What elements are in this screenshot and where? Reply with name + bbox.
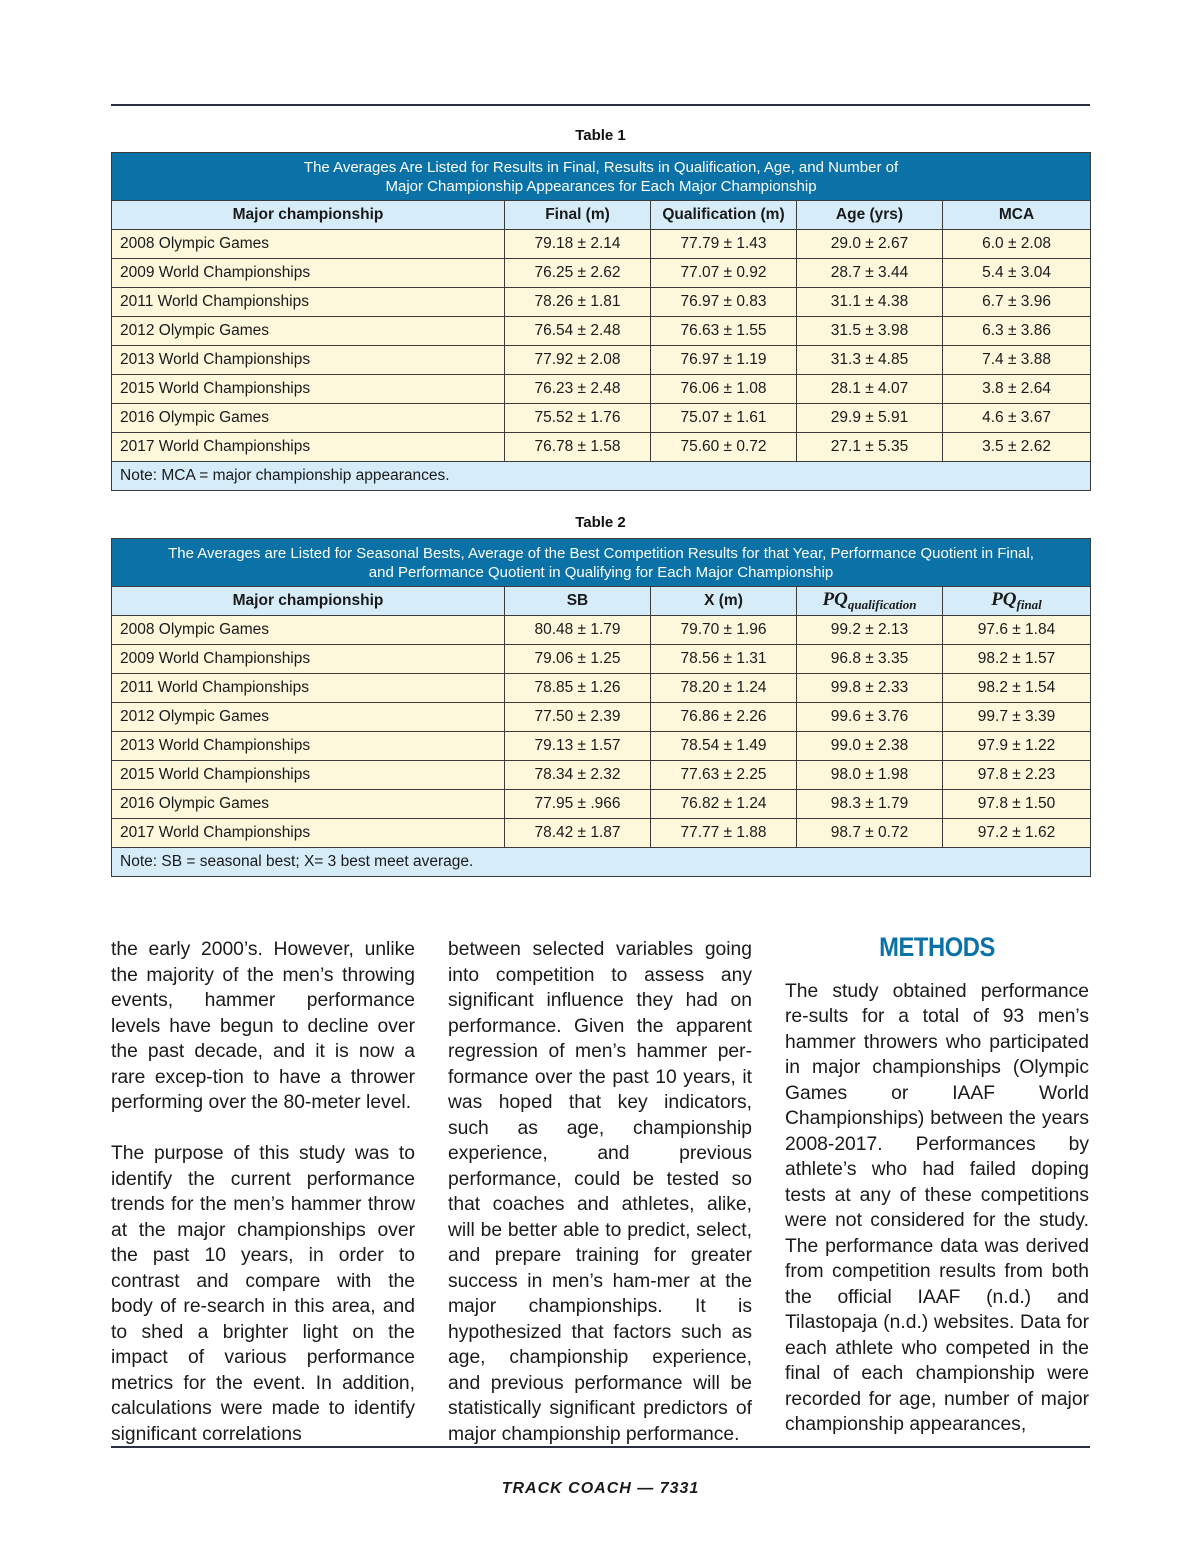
pq-final-subscript: final — [1016, 597, 1042, 612]
table1-cell: 2008 Olympic Games — [112, 230, 505, 259]
table1-cell: 76.25 ± 2.62 — [505, 259, 651, 288]
table1-cell: 2015 World Championships — [112, 375, 505, 404]
table2-col-header-pq-final — [943, 587, 1091, 616]
table2-row — [112, 674, 1091, 703]
table2 — [111, 538, 1091, 877]
table1-row — [112, 259, 1091, 288]
table1-title-line2: Major Championship Appearances for Each Major Championship — [385, 177, 817, 195]
table1-cell: 6.0 ± 2.08 — [943, 230, 1091, 259]
table1-cell: 76.63 ± 1.55 — [651, 317, 797, 346]
table1-cell: 77.92 ± 2.08 — [505, 346, 651, 375]
table2-cell: 99.6 ± 3.76 — [797, 703, 943, 732]
table2-cell: 97.8 ± 1.50 — [943, 790, 1091, 819]
table2-header-row — [112, 587, 1091, 616]
table1-cell: 2012 Olympic Games — [112, 317, 505, 346]
table2-cell: 78.34 ± 2.32 — [505, 761, 651, 790]
table2-cell: 99.8 ± 2.33 — [797, 674, 943, 703]
table2-cell: 99.7 ± 3.39 — [943, 703, 1091, 732]
table1-row — [112, 404, 1091, 433]
table1-col-header: Age (yrs) — [797, 201, 943, 230]
table1-note-row — [112, 462, 1091, 491]
table1-cell: 76.97 ± 0.83 — [651, 288, 797, 317]
paragraph: between selected variables going into competition to assess any significant influence they had on performance. Given the apparent regression of men’s hammer per-formance over the past 10 years, it was hoped that key indicators, such as age, championship experience, and previous performance, could be tested so that coaches and athletes, alike, will be better able to predict, select, and prepare training for greater success in men’s ham-mer at the major championships. It is hypothesized that factors such as age, championship experience, and previous performance will be statistically significant predictors of major championship performance. — [448, 939, 752, 1445]
table1-cell: 27.1 ± 5.35 — [797, 433, 943, 462]
table2-cell: 2009 World Championships — [112, 645, 505, 674]
table1-cell: 28.7 ± 3.44 — [797, 259, 943, 288]
table1-cell: 76.06 ± 1.08 — [651, 375, 797, 404]
methods-heading: METHODS — [879, 932, 995, 962]
table1-cell: 2017 World Championships — [112, 433, 505, 462]
table2-cell: 78.85 ± 1.26 — [505, 674, 651, 703]
table2-title-line2: and Performance Quotient in Qualifying for Each Major Championship — [368, 563, 834, 581]
table1-cell: 76.23 ± 2.48 — [505, 375, 651, 404]
table2-cell: 98.7 ± 0.72 — [797, 819, 943, 848]
table1-row — [112, 230, 1091, 259]
pq-symbol: PQ — [822, 589, 848, 610]
table1-cell: 75.52 ± 1.76 — [505, 404, 651, 433]
table2-cell: 96.8 ± 3.35 — [797, 645, 943, 674]
table2-row — [112, 645, 1091, 674]
table1-cell: 31.1 ± 4.38 — [797, 288, 943, 317]
table1-cell: 3.5 ± 2.62 — [943, 433, 1091, 462]
table1-cell: 4.6 ± 3.67 — [943, 404, 1091, 433]
text-column-1 — [111, 937, 415, 1473]
bottom-rule — [111, 1446, 1090, 1448]
table1-note: Note: MCA = major championship appearances. — [112, 462, 1091, 491]
table2-cell: 2013 World Championships — [112, 732, 505, 761]
table1-caption: Table 1 — [575, 127, 626, 144]
table2-cell: 77.95 ± .966 — [505, 790, 651, 819]
table2-cell: 98.3 ± 1.79 — [797, 790, 943, 819]
table2-col-header: X (m) — [651, 587, 797, 616]
table2-row — [112, 790, 1091, 819]
table1-cell: 2009 World Championships — [112, 259, 505, 288]
table1-cell: 75.07 ± 1.61 — [651, 404, 797, 433]
table2-cell: 97.6 ± 1.84 — [943, 616, 1091, 645]
table1-cell: 77.07 ± 0.92 — [651, 259, 797, 288]
table2-cell: 2012 Olympic Games — [112, 703, 505, 732]
table2-cell: 2016 Olympic Games — [112, 790, 505, 819]
table1-cell: 76.78 ± 1.58 — [505, 433, 651, 462]
table2-cell: 78.42 ± 1.87 — [505, 819, 651, 848]
table2-cell: 79.70 ± 1.96 — [651, 616, 797, 645]
table2-title-row — [112, 539, 1091, 587]
table1-cell: 2016 Olympic Games — [112, 404, 505, 433]
table1-cell: 6.7 ± 3.96 — [943, 288, 1091, 317]
table1-cell: 7.4 ± 3.88 — [943, 346, 1091, 375]
table1-cell: 28.1 ± 4.07 — [797, 375, 943, 404]
table2-row — [112, 703, 1091, 732]
table1-cell: 31.5 ± 3.98 — [797, 317, 943, 346]
table1-cell: 3.8 ± 2.64 — [943, 375, 1091, 404]
pq-qualification-subscript: qualification — [847, 597, 917, 612]
table2-cell: 78.54 ± 1.49 — [651, 732, 797, 761]
table1-cell: 31.3 ± 4.85 — [797, 346, 943, 375]
paragraph: The study obtained performance re-sults for a total of 93 men’s hammer throwers who participated in major championships (Olympic Games or IAAF World Championships) between the years 2008-2017. Performances by athlete’s who had failed doping tests at any of these competitions were not considered for the study. The performance data was derived from competition results from both the official IAAF (n.d.) and Tilastopaja (n.d.) websites. Data for each athlete who competed in the final of each championship were recorded for age, number of major championship appearances, — [785, 980, 1089, 1435]
table1 — [111, 152, 1091, 491]
table1-cell: 76.97 ± 1.19 — [651, 346, 797, 375]
table2-cell: 77.50 ± 2.39 — [505, 703, 651, 732]
table2-cell: 77.63 ± 2.25 — [651, 761, 797, 790]
table1-row — [112, 288, 1091, 317]
text-column-2 — [448, 937, 752, 1473]
table1-col-header: MCA — [943, 201, 1091, 230]
table2-col-header: SB — [505, 587, 651, 616]
paragraph: the early 2000’s. However, unlike the majority of the men’s throwing events, hammer performance levels have begun to decline over the past decade, and it is now a rare excep-tion to have a thrower performing over the 80-meter level. — [111, 939, 415, 1113]
table1-cell: 77.79 ± 1.43 — [651, 230, 797, 259]
table2-cell: 2017 World Championships — [112, 819, 505, 848]
table1-cell: 6.3 ± 3.86 — [943, 317, 1091, 346]
table1-row — [112, 346, 1091, 375]
pq-symbol: PQ — [991, 589, 1017, 610]
table2-cell: 80.48 ± 1.79 — [505, 616, 651, 645]
table2-row — [112, 616, 1091, 645]
table2-cell: 2011 World Championships — [112, 674, 505, 703]
table1-cell: 2011 World Championships — [112, 288, 505, 317]
table1-header-row — [112, 201, 1091, 230]
table1-col-header: Qualification (m) — [651, 201, 797, 230]
table2-cell: 77.77 ± 1.88 — [651, 819, 797, 848]
table2-cell: 99.0 ± 2.38 — [797, 732, 943, 761]
table1-row — [112, 317, 1091, 346]
top-rule — [111, 104, 1090, 106]
table2-cell: 76.86 ± 2.26 — [651, 703, 797, 732]
paragraph: The purpose of this study was to identify the current performance trends for the men’s hammer throw at the major championships over the past 10 years, in order to contrast and compare with the body of re-search in this area, and to shed a brighter light on the impact of various performance metrics for the event. In addition, calculations were made to identify significant correlations — [111, 1143, 415, 1445]
table2-row — [112, 819, 1091, 848]
table1-row — [112, 433, 1091, 462]
table2-col-header: Major championship — [112, 587, 505, 616]
table2-note-row — [112, 848, 1091, 877]
table2-cell: 98.2 ± 1.57 — [943, 645, 1091, 674]
table2-title — [112, 539, 1091, 587]
table2-row — [112, 732, 1091, 761]
table1-cell: 78.26 ± 1.81 — [505, 288, 651, 317]
table2-cell: 79.13 ± 1.57 — [505, 732, 651, 761]
table1-cell: 75.60 ± 0.72 — [651, 433, 797, 462]
table1-cell: 29.0 ± 2.67 — [797, 230, 943, 259]
table2-cell: 99.2 ± 2.13 — [797, 616, 943, 645]
table2-cell: 76.82 ± 1.24 — [651, 790, 797, 819]
table2-col-header-pq-qualification — [797, 587, 943, 616]
page-footer: TRACK COACH — 7331 — [501, 1480, 700, 1497]
table2-cell: 78.20 ± 1.24 — [651, 674, 797, 703]
table1-col-header: Major championship — [112, 201, 505, 230]
text-column-3 — [785, 932, 1089, 1463]
table1-title-line1: The Averages Are Listed for Results in Final, Results in Qualification, Age, and Number of — [303, 158, 899, 176]
table2-caption: Table 2 — [575, 514, 626, 531]
table2-cell: 79.06 ± 1.25 — [505, 645, 651, 674]
table1-title-row — [112, 153, 1091, 201]
table2-cell: 97.2 ± 1.62 — [943, 819, 1091, 848]
table1-cell: 2013 World Championships — [112, 346, 505, 375]
table2-cell: 98.2 ± 1.54 — [943, 674, 1091, 703]
table2-cell: 98.0 ± 1.98 — [797, 761, 943, 790]
table1-cell: 76.54 ± 2.48 — [505, 317, 651, 346]
table2-row — [112, 761, 1091, 790]
table1-cell: 79.18 ± 2.14 — [505, 230, 651, 259]
table2-note: Note: SB = seasonal best; X= 3 best meet average. — [112, 848, 1091, 877]
table1-cell: 29.9 ± 5.91 — [797, 404, 943, 433]
table2-cell: 78.56 ± 1.31 — [651, 645, 797, 674]
table1-title — [112, 153, 1091, 201]
table2-title-line1: The Averages are Listed for Seasonal Bests, Average of the Best Competition Results for that Year, Performance Quotient in Final, — [168, 544, 1034, 562]
table2-cell: 97.9 ± 1.22 — [943, 732, 1091, 761]
table1-cell: 5.4 ± 3.04 — [943, 259, 1091, 288]
table1-col-header: Final (m) — [505, 201, 651, 230]
table2-cell: 2008 Olympic Games — [112, 616, 505, 645]
table1-row — [112, 375, 1091, 404]
table2-cell: 97.8 ± 2.23 — [943, 761, 1091, 790]
table2-cell: 2015 World Championships — [112, 761, 505, 790]
